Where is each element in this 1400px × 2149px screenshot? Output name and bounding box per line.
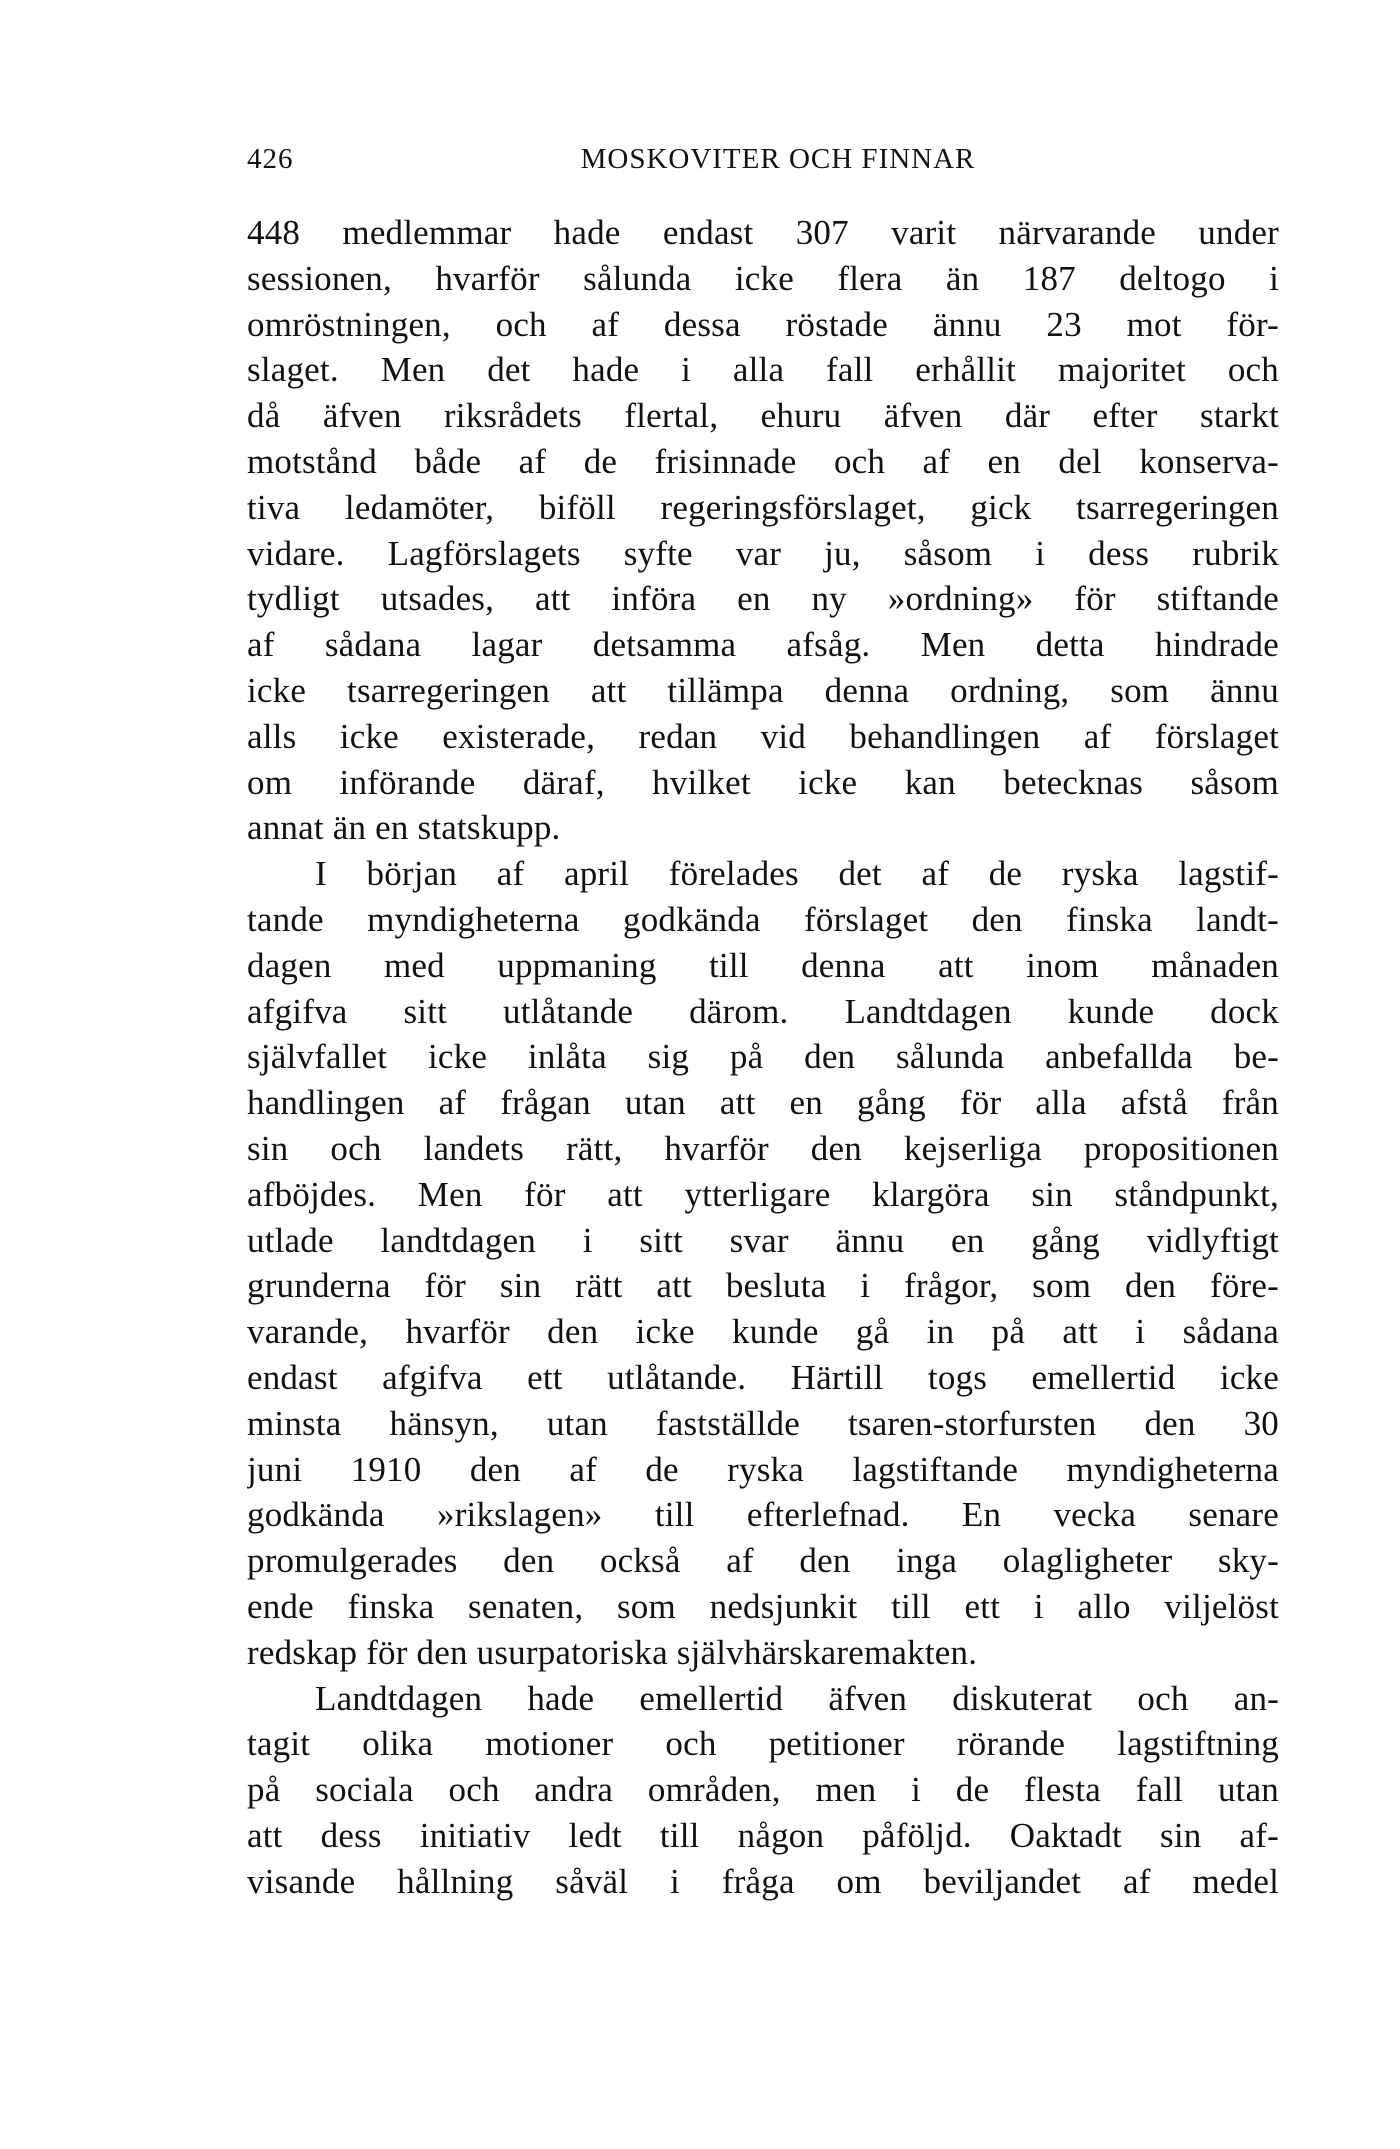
text-line: 448 medlemmar hade endast 307 varit närvarande under: [247, 213, 1279, 252]
text-line: självfallet icke inlåta sig på den sålunda anbefallda be-: [247, 1037, 1279, 1077]
text-line: grunderna för sin rätt att besluta i frågor, som den före-: [247, 1266, 1279, 1306]
paragraph: [247, 1676, 1279, 1905]
text-line: alls icke existerade, redan vid behandlingen af förslaget: [247, 716, 1279, 756]
text-line: I början af april förelades det af de ryska lagstif-: [315, 854, 1279, 894]
text-line: af sådana lagar detsamma afsåg. Men detta hindrade: [247, 625, 1279, 665]
page-number: 426: [247, 143, 294, 175]
text-line: Landtdagen hade emellertid äfven diskuterat och an-: [315, 1678, 1279, 1718]
text-line: på sociala och andra områden, men i de flesta fall utan: [247, 1770, 1279, 1810]
text-line: sessionen, hvarför sålunda icke flera än 187 deltogo i: [247, 258, 1279, 298]
paragraph: [247, 210, 1279, 851]
text-line: utlade landtdagen i sitt svar ännu en gång vidlyftigt: [247, 1220, 1279, 1260]
text-line: afböjdes. Men för att ytterligare klargöra sin ståndpunkt,: [247, 1174, 1279, 1214]
text-line: tagit olika motioner och petitioner rörande lagstiftning: [247, 1724, 1279, 1764]
text-line: vidare. Lagförslagets syfte var ju, såsom i dess rubrik: [247, 533, 1279, 573]
text-line: minsta hänsyn, utan fastställde tsaren-storfursten den 30: [247, 1403, 1279, 1443]
text-line: tydligt utsades, att införa en ny »ordning» för stiftande: [247, 579, 1279, 619]
text-line: annat än en statskupp.: [247, 808, 561, 848]
paragraph: [247, 851, 1279, 1675]
body-text: [247, 210, 1279, 1904]
text-line: sin och landets rätt, hvarför den kejserliga propositionen: [247, 1128, 1279, 1168]
text-line: att dess initiativ ledt till någon påföljd. Oaktadt sin af-: [247, 1815, 1279, 1855]
text-line: icke tsarregeringen att tillämpa denna ordning, som ännu: [247, 670, 1279, 710]
text-line: promulgerades den också af den inga olagligheter sky-: [247, 1541, 1279, 1581]
text-line: tiva ledamöter, biföll regeringsförslaget, gick tsarregeringen: [247, 487, 1279, 527]
text-line: då äfven riksrådets flertal, ehuru äfven där efter starkt: [247, 396, 1279, 436]
text-line: handlingen af frågan utan att en gång för alla afstå från: [247, 1083, 1279, 1123]
text-line: endast afgifva ett utlåtande. Härtill togs emellertid icke: [247, 1357, 1279, 1397]
text-line: varande, hvarför den icke kunde gå in på att i sådana: [247, 1312, 1279, 1352]
text-line: tande myndigheterna godkända förslaget den finska landt-: [247, 899, 1279, 939]
text-line: dagen med uppmaning till denna att inom månaden: [247, 945, 1279, 985]
text-line: juni 1910 den af de ryska lagstiftande myndigheterna: [247, 1449, 1279, 1489]
text-line: om införande däraf, hvilket icke kan betecknas såsom: [247, 762, 1279, 802]
text-line: godkända »rikslagen» till efterlefnad. En vecka senare: [247, 1495, 1279, 1535]
text-line: afgifva sitt utlåtande därom. Landtdagen kunde dock: [247, 991, 1279, 1031]
text-line: redskap för den usurpatoriska självhärskaremakten.: [247, 1632, 978, 1672]
text-line: visande hållning såväl i fråga om beviljandet af medel: [247, 1861, 1279, 1901]
text-line: motstånd både af de frisinnade och af en del konserva-: [247, 441, 1279, 481]
running-title: MOSKOVITER OCH FINNAR: [580, 143, 976, 175]
text-line: slaget. Men det hade i alla fall erhållit majoritet och: [247, 350, 1279, 390]
running-head: [247, 143, 1279, 183]
text-line: ende finska senaten, som nedsjunkit till ett i allo viljelöst: [247, 1586, 1279, 1626]
text-line: omröstningen, och af dessa röstade ännu 23 mot för-: [247, 304, 1279, 344]
